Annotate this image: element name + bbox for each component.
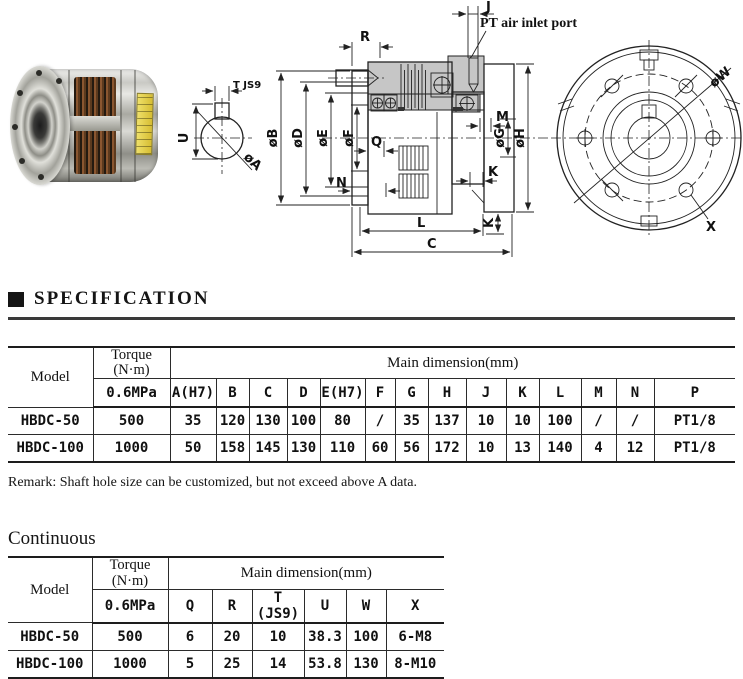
table-cell: 10 <box>466 407 506 435</box>
table-cell: 10 <box>506 407 539 435</box>
table-cell: 120 <box>216 407 249 435</box>
column-header: P <box>654 379 735 408</box>
torque-header-cell <box>93 347 170 379</box>
table-cell: 5 <box>168 650 212 678</box>
torque-unit: (N·m) <box>111 572 149 589</box>
section-bullet-icon <box>8 292 24 307</box>
dim-label-q: Q <box>371 135 383 150</box>
torque-label: Torque <box>111 347 152 363</box>
dim-label-n: N <box>336 176 347 191</box>
table-cell: 56 <box>395 435 428 463</box>
specification-table <box>8 346 735 463</box>
table-cell: 6 <box>168 623 212 651</box>
table-cell: 13 <box>506 435 539 463</box>
shaft-detail-view <box>177 80 264 174</box>
table-cell: 20 <box>212 623 252 651</box>
table-subheader-row <box>8 379 735 408</box>
dim-label-phi-w: øW <box>706 64 735 92</box>
table-cell: 53.8 <box>304 650 346 678</box>
disc-slots <box>399 146 428 198</box>
model-header-cell: Model <box>8 557 92 622</box>
column-header: X <box>386 589 444 623</box>
dim-label-phi-e: øE <box>316 129 331 147</box>
spec-section-header <box>8 288 735 320</box>
table-cell: PT1/8 <box>654 407 735 435</box>
table-cell: 4 <box>581 435 616 463</box>
front-view <box>551 40 743 236</box>
table-cell: 6-M8 <box>386 623 444 651</box>
technical-drawing <box>0 0 743 282</box>
column-header: H <box>428 379 466 408</box>
model-cell: HBDC-50 <box>8 623 92 651</box>
dim-label-u: U <box>177 132 192 144</box>
main-dimension-header-cell: Main dimension(mm) <box>168 557 444 589</box>
column-header: W <box>346 589 386 623</box>
column-header: J <box>466 379 506 408</box>
seal <box>453 107 463 111</box>
table-cell: 25 <box>212 650 252 678</box>
table-cell: 35 <box>170 407 216 435</box>
table-cell: 14 <box>252 650 304 678</box>
column-header: D <box>287 379 320 408</box>
column-header: N <box>616 379 654 408</box>
torque-value-cell: 500 <box>92 623 168 651</box>
column-header: G <box>395 379 428 408</box>
column-header: B <box>216 379 249 408</box>
table-cell: 140 <box>539 435 581 463</box>
seal <box>398 107 404 111</box>
dim-label-x: X <box>706 220 717 235</box>
table-cell: / <box>581 407 616 435</box>
table-row <box>8 435 735 463</box>
table-header-row <box>8 347 735 379</box>
dim-label-j: J <box>486 0 491 15</box>
model-cell: HBDC-100 <box>8 435 93 463</box>
column-header: T (JS9) <box>252 589 304 623</box>
dim-label-phi-h: øH <box>513 128 528 148</box>
column-header: A(H7) <box>170 379 216 408</box>
table-row <box>8 623 444 651</box>
table-cell: 50 <box>170 435 216 463</box>
column-header: M <box>581 379 616 408</box>
table-cell: 38.3 <box>304 623 346 651</box>
table-cell: 130 <box>249 407 287 435</box>
table-cell: 158 <box>216 435 249 463</box>
table-cell: 10 <box>252 623 304 651</box>
column-header: L <box>539 379 581 408</box>
column-header: E(H7) <box>320 379 365 408</box>
column-header: U <box>304 589 346 623</box>
dim-label-phi-d: øD <box>291 128 306 148</box>
dim-label-t: T JS9 <box>233 80 262 91</box>
table-cell: 110 <box>320 435 365 463</box>
table-cell: 35 <box>395 407 428 435</box>
torque-label: Torque <box>109 557 151 574</box>
table-cell: 10 <box>466 435 506 463</box>
table-cell: 8-M10 <box>386 650 444 678</box>
air-inlet-label: PT air inlet port <box>480 16 578 31</box>
model-cell: HBDC-100 <box>8 650 92 678</box>
table-row <box>8 650 444 678</box>
torque-value-cell: 1000 <box>92 650 168 678</box>
table-cell: PT1/8 <box>654 435 735 463</box>
table-cell: 100 <box>539 407 581 435</box>
drawing-area <box>0 0 743 282</box>
pressure-cell: 0.6MPa <box>93 379 170 408</box>
dim-label-r: R <box>360 30 371 45</box>
column-header: F <box>365 379 395 408</box>
torque-header-cell <box>92 557 168 589</box>
dim-label-phi-g: øG <box>493 128 508 148</box>
table-cell: / <box>365 407 395 435</box>
column-header: Q <box>168 589 212 623</box>
table-cell: 130 <box>287 435 320 463</box>
dim-label-k-lower: K <box>482 217 497 229</box>
table-cell: 172 <box>428 435 466 463</box>
dim-label-m: M <box>496 110 509 125</box>
dim-label-phi-b: øB <box>266 128 281 148</box>
continuous-table <box>8 556 444 678</box>
dim-label-k-upper: K <box>488 165 499 180</box>
continuous-heading: Continuous <box>8 528 96 550</box>
model-cell: HBDC-50 <box>8 407 93 435</box>
torque-value-cell: 500 <box>93 407 170 435</box>
dim-label-l: L <box>417 216 426 231</box>
table-cell: 137 <box>428 407 466 435</box>
table-header-row <box>8 557 444 589</box>
table-cell: 60 <box>365 435 395 463</box>
section-title: SPECIFICATION <box>34 288 210 309</box>
column-header: K <box>506 379 539 408</box>
torque-unit: (N·m) <box>113 362 150 379</box>
dim-label-phi-f: øF <box>342 129 357 147</box>
table-cell: 12 <box>616 435 654 463</box>
table-cell: 100 <box>346 623 386 651</box>
column-header: R <box>212 589 252 623</box>
main-dimension-header-cell: Main dimension(mm) <box>170 347 735 379</box>
diameter-line <box>574 68 731 203</box>
table-cell: / <box>616 407 654 435</box>
table-row <box>8 407 735 435</box>
table-cell: 100 <box>287 407 320 435</box>
column-header: C <box>249 379 287 408</box>
table-cell: 80 <box>320 407 365 435</box>
model-header-cell: Model <box>8 347 93 407</box>
side-section-view <box>266 0 577 257</box>
table-cell: 130 <box>346 650 386 678</box>
table-cell: 145 <box>249 435 287 463</box>
torque-value-cell: 1000 <box>93 435 170 463</box>
remark-text: Remark: Shaft hole size can be customized, but not exceed above A data. <box>8 475 417 491</box>
pressure-cell: 0.6MPa <box>92 589 168 623</box>
dim-label-phi-a: øA <box>240 149 265 174</box>
dim-label-c: C <box>427 237 437 252</box>
